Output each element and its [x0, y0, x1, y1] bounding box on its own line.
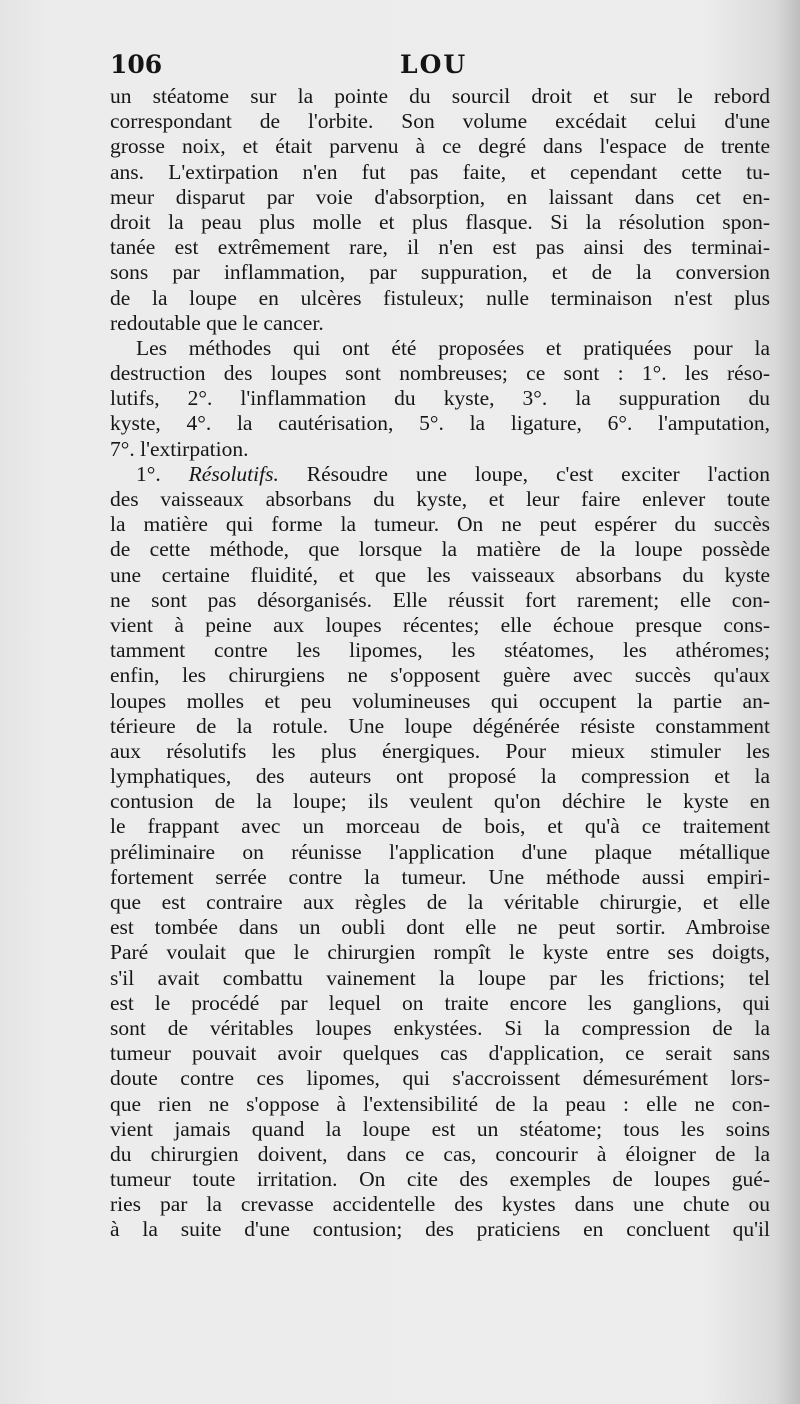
text-line: préliminaire on réunisse l'application d'une plaque métallique — [110, 839, 770, 864]
text-line: meur disparut par voie d'absorption, en laissant dans cet en- — [110, 184, 770, 209]
page-header — [110, 50, 770, 86]
line-text: Résoudre une loupe, c'est exciter l'action — [278, 461, 770, 486]
text-line: sont de véritables loupes enkystées. Si la compression de la — [110, 1015, 770, 1040]
text-line: le frappant avec un morceau de bois, et qu'à ce traitement — [110, 814, 770, 839]
text-line: contusion de la loupe; ils veulent qu'on déchire le kyste en — [110, 789, 770, 814]
text-line: destruction des loupes sont nombreuses; ce sont : 1°. les réso- — [110, 361, 770, 386]
text-line: des vaisseaux absorbans du kyste, et leur faire enlever toute — [110, 487, 770, 511]
text-line: est le procédé par lequel on traite encore les ganglions, qui — [110, 990, 770, 1015]
text-line: kyste, 4°. la cautérisation, 5°. la ligature, 6°. l'amputation, — [110, 411, 770, 436]
text-line: du chirurgien doivent, dans ce cas, concourir à éloigner de la — [110, 1141, 770, 1166]
page-number: 106 — [110, 50, 163, 79]
text-line: correspondant de l'orbite. Son volume excédait celui d'une — [110, 109, 770, 134]
text-line: une certaine fluidité, et que les vaisseaux absorbans du kyste — [110, 562, 770, 587]
section-number: 1°. — [136, 461, 189, 486]
text-line: redoutable que le cancer. — [110, 310, 324, 335]
text-line: Les méthodes qui ont été proposées et pratiquées pour la — [136, 335, 770, 360]
text-line: est tombée dans un oubli dont elle ne peut sortir. Ambroise — [110, 915, 770, 940]
text-line: droit la peau plus molle et plus flasque. Si la résolution spon- — [110, 209, 770, 234]
text-line: de cette méthode, que lorsque la matière de la loupe possède — [110, 537, 770, 562]
text-line: ans. L'extirpation n'en fut pas faite, et cependant cette tu- — [110, 159, 770, 184]
text-line: 7°. l'extirpation. — [110, 436, 249, 461]
text-line: aux résolutifs les plus énergiques. Pour mieux stimuler les — [110, 738, 770, 763]
text-line: enfin, les chirurgiens ne s'opposent guère avec succès qu'aux — [110, 663, 770, 688]
body-text — [110, 84, 770, 1243]
text-line: lutifs, 2°. l'inflammation du kyste, 3°. la suppuration du — [110, 386, 770, 411]
text-line: tanée est extrêmement rare, il n'en est pas ainsi des terminai- — [110, 235, 770, 260]
text-line: que rien ne s'oppose à l'extensibilité de la peau : elle ne con- — [110, 1091, 770, 1116]
text-line: ries par la crevasse accidentelle des kystes dans une chute ou — [110, 1192, 770, 1217]
text-line: la matière qui forme la tumeur. On ne peut espérer du succès — [110, 512, 770, 537]
text-line: tumeur pouvait avoir quelques cas d'application, ce serait sans — [110, 1041, 770, 1066]
text-line: doute contre ces lipomes, qui s'accroissent démesurément lors- — [110, 1066, 770, 1091]
section-heading: Résolutifs. — [188, 461, 279, 486]
text-line: fortement serrée contre la tumeur. Une méthode aussi empiri- — [110, 864, 770, 889]
text-line: ne sont pas désorganisés. Elle réussit fort rarement; elle con- — [110, 587, 770, 612]
text-line: lymphatiques, des auteurs ont proposé la compression et la — [110, 764, 770, 789]
running-head: LOU — [400, 50, 468, 79]
text-line: Paré voulait que le chirurgien rompît le kyste entre ses doigts, — [110, 940, 770, 965]
text-line: de la loupe en ulcères fistuleux; nulle terminaison n'est plus — [110, 285, 770, 310]
text-line: que est contraire aux règles de la véritable chirurgie, et elle — [110, 890, 770, 914]
text-line: un stéatome sur la pointe du sourcil droit et sur le rebord — [110, 84, 770, 108]
text-line: vient à peine aux loupes récentes; elle échoue presque cons- — [110, 612, 770, 637]
text-line: à la suite d'une contusion; des praticiens en concluent qu'il — [110, 1217, 770, 1242]
text-line: grosse noix, et était parvenu à ce degré dans l'espace de trente — [110, 134, 770, 159]
text-line: loupes molles et peu volumineuses qui occupent la partie an- — [110, 688, 770, 713]
text-line: tumeur toute irritation. On cite des exemples de loupes gué- — [110, 1167, 770, 1192]
text-line — [110, 462, 770, 487]
text-line: s'il avait combattu vainement la loupe par les frictions; tel — [110, 965, 770, 990]
text-line: térieure de la rotule. Une loupe dégénérée résiste constamment — [110, 713, 770, 738]
text-line: vient jamais quand la loupe est un stéatome; tous les soins — [110, 1116, 770, 1141]
text-line: tamment contre les lipomes, les stéatomes, les athéromes; — [110, 638, 770, 663]
text-line: sons par inflammation, par suppuration, et de la conversion — [110, 260, 770, 285]
